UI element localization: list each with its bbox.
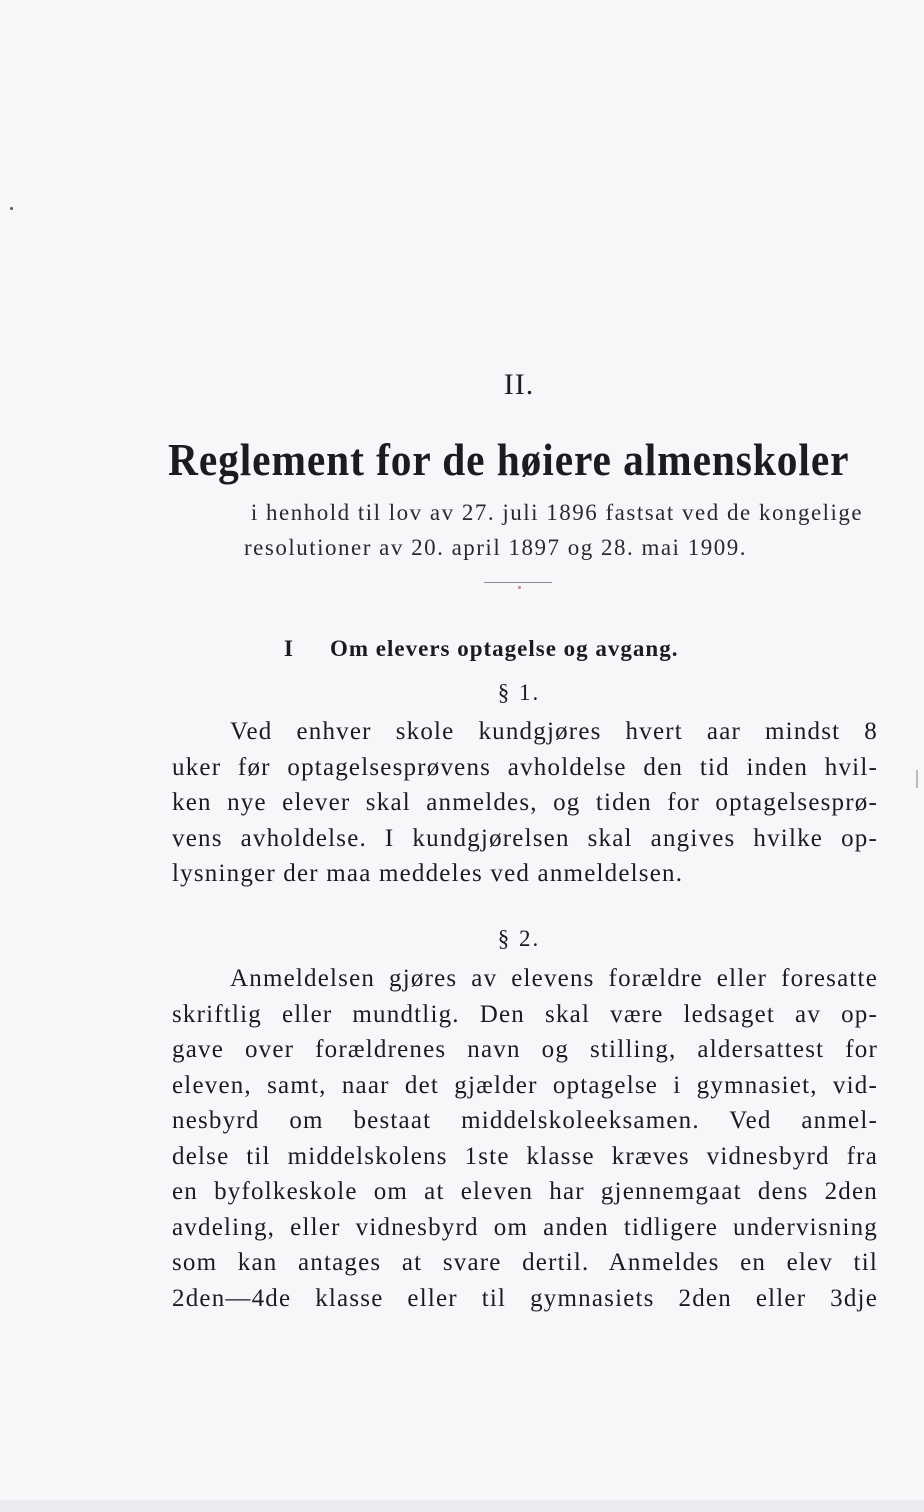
chapter-heading <box>284 636 678 662</box>
document-title: Reglement for de høiere almenskoler <box>168 435 850 485</box>
paragraph-line: eleven, samt, naar det gjælder optagelse i gymnasiet, vid- <box>172 1071 878 1099</box>
paragraph-line: delse til middelskolens 1ste klasse kræves vidnesbyrd fra <box>172 1142 878 1170</box>
paragraph-line: skriftlig eller mundtlig. Den skal være ledsaget av op- <box>172 1000 878 1028</box>
part-number: II. <box>503 368 535 401</box>
subtitle-line-1: i henhold til lov av 27. juli 1896 fastsat ved de kongelige <box>250 500 864 525</box>
paragraph-line: lysninger der maa meddeles ved anmeldelsen. <box>172 860 684 887</box>
section-1-paragraph <box>172 714 878 892</box>
paragraph-line: en byfolkeskole om at eleven har gjennemgaat dens 2den <box>172 1178 878 1205</box>
page-bottom-edge <box>0 1500 924 1512</box>
section-2-paragraph <box>172 961 878 1316</box>
scan-edge-mark <box>916 770 918 788</box>
section-1-heading: § 1. <box>497 680 541 705</box>
chapter-number: I <box>284 636 294 661</box>
paragraph-line: nesbyrd om bestaat middelskoleeksamen. Ved anmel- <box>172 1107 878 1134</box>
section-2-heading: § 2. <box>497 926 541 951</box>
paragraph-line: gave over forældrenes navn og stilling, aldersattest for <box>172 1036 878 1063</box>
divider-dot <box>518 586 521 589</box>
paragraph-line: Ved enhver skole kundgjøres hvert aar mindst 8 <box>230 718 878 745</box>
chapter-title: Om elevers optagelse og avgang. <box>330 636 679 661</box>
paragraph-line: som kan antages at svare dertil. Anmeldes en elev til <box>172 1249 878 1276</box>
paragraph-line: avdeling, eller vidnesbyrd om anden tidligere undervisning <box>172 1213 878 1241</box>
paragraph-line: Anmeldelsen gjøres av elevens forældre eller foresatte <box>230 965 878 992</box>
paragraph-line: vens avholdelse. I kundgjørelsen skal angives hvilke op- <box>172 824 878 852</box>
divider-rule <box>484 582 552 583</box>
paragraph-line: 2den—4de klasse eller til gymnasiets 2den eller 3dje <box>172 1284 878 1312</box>
scan-speck <box>10 207 13 210</box>
paragraph-line: ken nye elever skal anmeldes, og tiden for optagelsesprø- <box>172 789 878 816</box>
paragraph-line: uker før optagelsesprøvens avholdelse den tid inden hvil- <box>172 753 878 781</box>
subtitle-line-2: resolutioner av 20. april 1897 og 28. mai 1909. <box>244 535 747 560</box>
